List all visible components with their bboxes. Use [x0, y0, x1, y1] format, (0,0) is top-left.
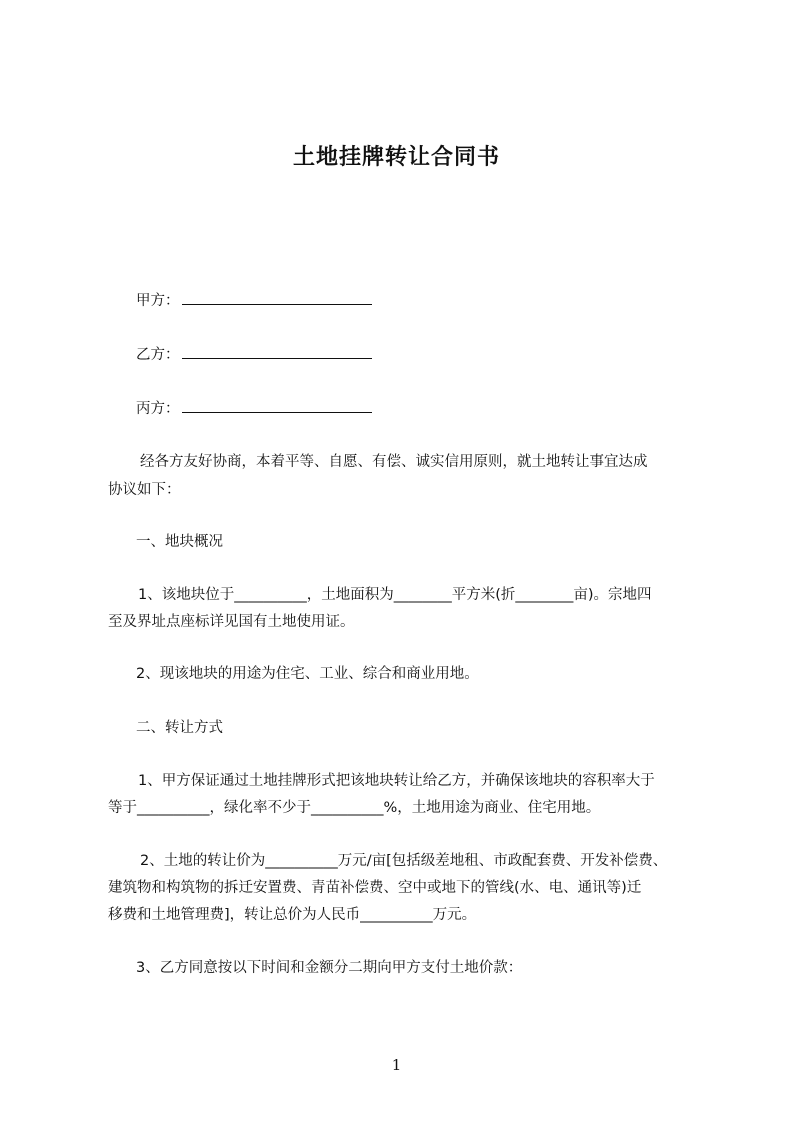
s2-item1-line2: 等于__________，绿化率不少于__________%，土地用途为商业、住宅用地。: [108, 800, 601, 816]
intro-line-1: 经各方友好协商，本着平等、自愿、有偿、诚实信用原则，就土地转让事宜达成: [140, 454, 648, 470]
party-a-label: 甲方：: [136, 293, 180, 309]
page-number: 1: [391, 1056, 402, 1074]
s1-item1-line1: 1、该地块位于__________，土地面积为________平方米(折________亩)。宗地四: [138, 587, 652, 603]
s2-item3: 3、乙方同意按以下时间和金额分二期向甲方支付土地价款：: [136, 960, 523, 976]
s2-item2-line1: 2、土地的转让价为__________万元/亩[包括级差地租、市政配套费、开发补偿费、: [140, 853, 668, 869]
s2-item2-line2: 建筑物和构筑物的拆迁安置费、青苗补偿费、空中或地下的管线(水、电、通讯等)迁: [108, 880, 642, 896]
party-a-line: [136, 290, 372, 311]
party-b-label: 乙方：: [136, 347, 180, 363]
section-1-heading: 一、地块概况: [136, 534, 223, 550]
party-c-line: [136, 398, 372, 419]
s1-item1-line2: 至及界址点座标详见国有土地使用证。: [108, 614, 355, 630]
party-a-blank: [182, 290, 372, 305]
party-b-line: [136, 344, 372, 365]
s2-item2-line3: 移费和土地管理费]，转让总价为人民币__________万元。: [108, 907, 477, 923]
party-c-label: 丙方：: [136, 401, 180, 417]
s2-item1-line1: 1、甲方保证通过土地挂牌形式把该地块转让给乙方，并确保该地块的容积率大于: [138, 773, 655, 789]
party-b-blank: [182, 344, 372, 359]
party-c-blank: [182, 398, 372, 413]
section-2-heading: 二、转让方式: [136, 720, 223, 736]
document-title: 土地挂牌转让合同书: [292, 145, 500, 170]
s1-item2: 2、现该地块的用途为住宅、工业、综合和商业用地。: [136, 666, 479, 682]
intro-line-2: 协议如下：: [108, 482, 181, 498]
